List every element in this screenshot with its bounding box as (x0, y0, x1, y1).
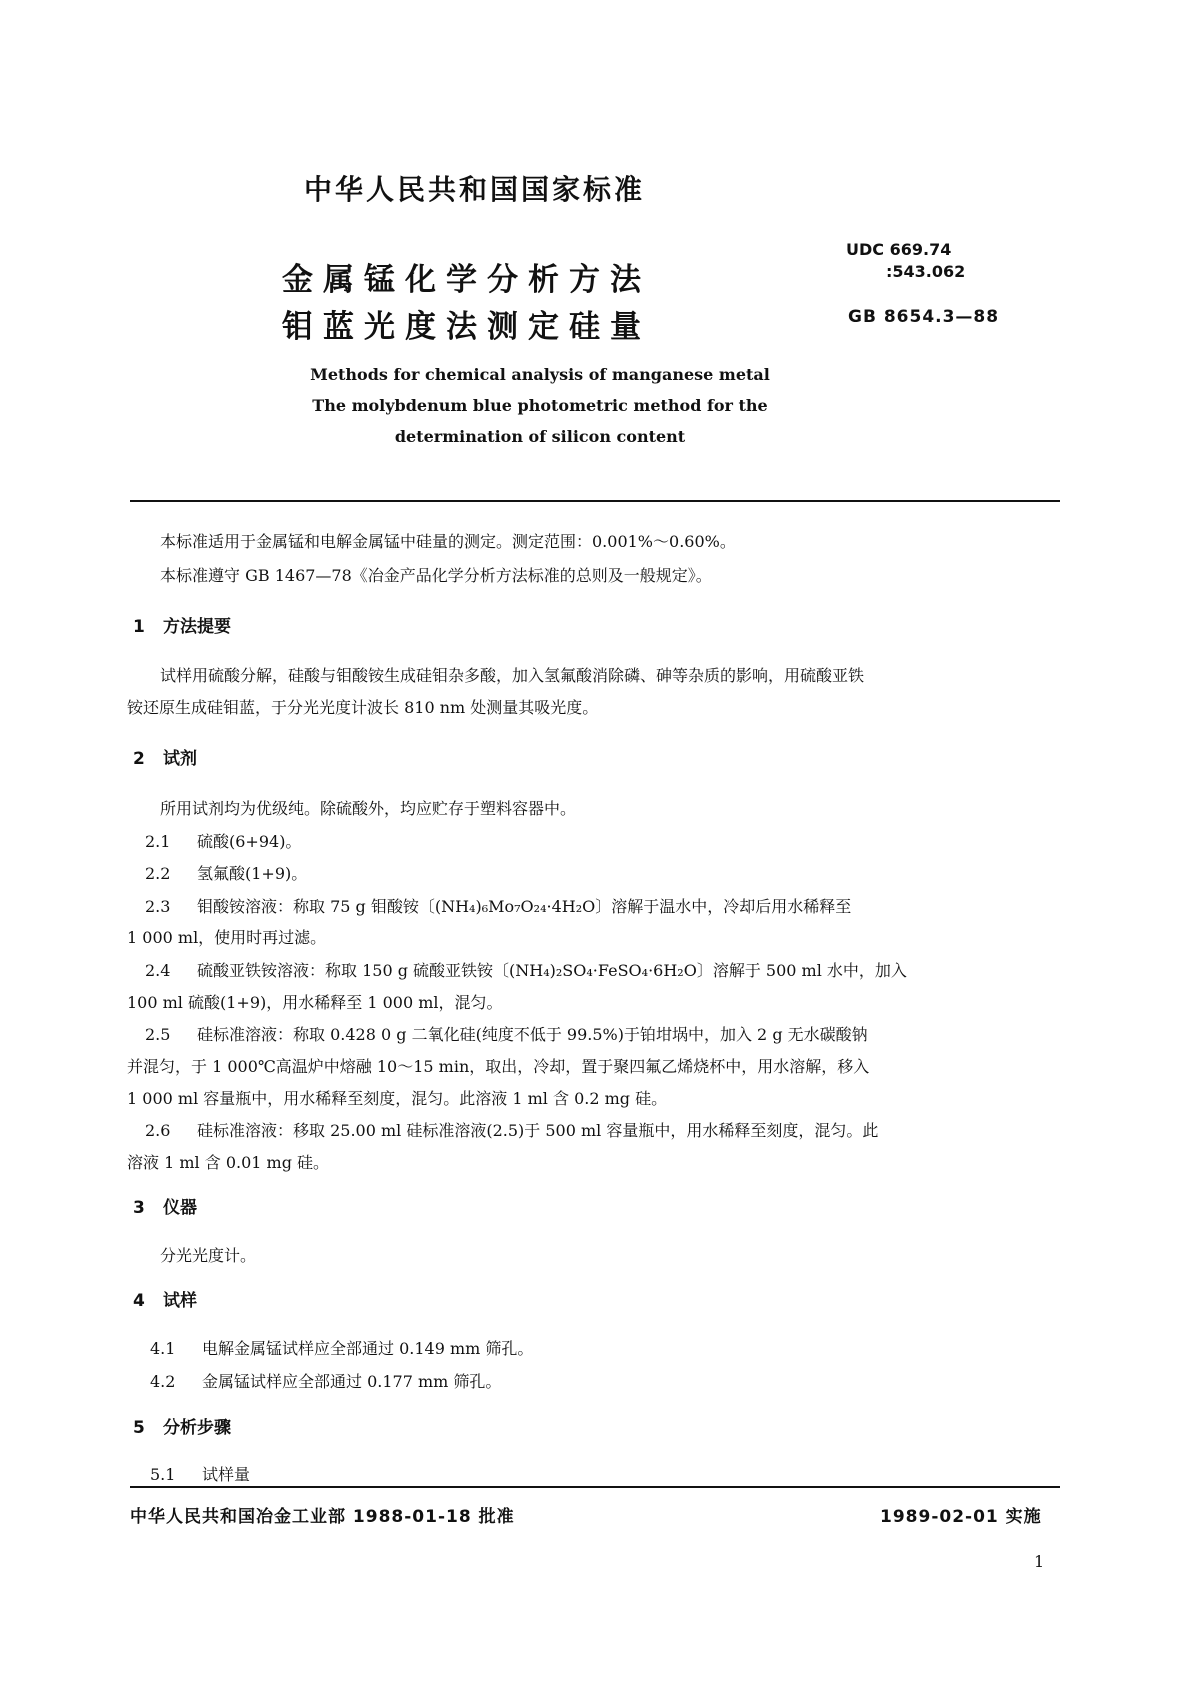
intro-compliance: 本标准遵守 GB 1467—78《冶金产品化学分析方法标准的总则及一般规定》。 (160, 566, 712, 585)
udc-line-2: :543.062 (886, 262, 966, 281)
udc-line-1: UDC 669.74 (846, 240, 952, 259)
section-3-text: 分光光度计。 (160, 1246, 257, 1265)
section-number: 2 (133, 749, 145, 769)
gb-number: GB 8654.3—88 (848, 307, 1000, 327)
item-2-5 (145, 1019, 868, 1050)
section-1-line-2: 铵还原生成硅钼蓝，于分光光度计波长 810 nm 处测量其吸光度。 (127, 698, 599, 717)
item-2-5-continued-1: 并混匀，于 1 000℃高温炉中熔融 10～15 min，取出，冷却，置于聚四氟乙烯烧杯中，用水溶解，移入 (127, 1057, 870, 1076)
item-number: 4.1 (150, 1339, 176, 1358)
item-text: 硅标准溶液：称取 0.428 0 g 二氧化硅(纯度不低于 99.5%)于铂坩埚中，加入 2 g 无水碳酸钠 (197, 1025, 868, 1044)
item-2-4 (145, 955, 907, 986)
item-2-3 (145, 891, 851, 922)
item-2-5-continued-2: 1 000 ml 容量瓶中，用水稀释至刻度，混匀。此溶液 1 ml 含 0.2 mg 硅。 (127, 1089, 668, 1108)
section-number: 4 (133, 1291, 145, 1311)
item-text: 氢氟酸(1+9)。 (197, 864, 308, 883)
item-text: 电解金属锰试样应全部通过 0.149 mm 筛孔。 (202, 1339, 534, 1358)
section-2-heading (133, 744, 197, 769)
item-number: 2.2 (145, 864, 171, 883)
section-title: 方法提要 (163, 617, 231, 637)
item-2-4-continued: 100 ml 硫酸(1+9)，用水稀释至 1 000 ml，混匀。 (127, 993, 503, 1012)
item-4-1 (150, 1333, 533, 1364)
section-3-heading (133, 1193, 197, 1218)
item-number: 4.2 (150, 1372, 176, 1391)
item-number: 2.5 (145, 1025, 171, 1044)
item-2-1 (145, 826, 301, 857)
national-standard-label: 中华人民共和国国家标准 (304, 173, 646, 206)
english-title-line-3: determination of silicon content (394, 427, 686, 446)
section-title: 分析步骤 (163, 1418, 231, 1438)
item-2-3-continued: 1 000 ml，使用时再过滤。 (127, 928, 327, 947)
item-text: 硅标准溶液：移取 25.00 ml 硅标准溶液(2.5)于 500 ml 容量瓶中，用水稀释至刻度，混匀。此 (197, 1121, 879, 1140)
item-number: 2.6 (145, 1121, 171, 1140)
item-text: 金属锰试样应全部通过 0.177 mm 筛孔。 (202, 1372, 502, 1391)
section-title: 试样 (163, 1291, 197, 1311)
implementation-date: 1989-02-01 实施 (880, 1507, 1042, 1527)
section-number: 1 (133, 617, 145, 637)
section-title: 试剂 (163, 749, 197, 769)
section-4-heading (133, 1286, 197, 1311)
item-2-6 (145, 1115, 878, 1146)
section-title: 仪器 (163, 1198, 197, 1218)
english-title-line-2: The molybdenum blue photometric method for the (312, 396, 768, 415)
english-title-line-1: Methods for chemical analysis of manganese metal (310, 365, 770, 384)
header-divider (130, 500, 1060, 502)
item-number: 5.1 (150, 1465, 176, 1484)
item-text: 试样量 (202, 1465, 251, 1484)
item-text: 硫酸亚铁铵溶液：称取 150 g 硫酸亚铁铵〔(NH₄)₂SO₄·FeSO₄·6H₂O〕溶解于 500 ml 水中，加入 (197, 961, 907, 980)
section-number: 5 (133, 1418, 145, 1438)
item-number: 2.4 (145, 961, 171, 980)
title-line-1: 金属锰化学分析方法 (282, 262, 651, 298)
section-1-line-1: 试样用硫酸分解，硅酸与钼酸铵生成硅钼杂多酸，加入氢氟酸消除磷、砷等杂质的影响，用硫酸亚铁 (160, 666, 865, 685)
section-number: 3 (133, 1198, 145, 1218)
page-number: 1 (1034, 1552, 1045, 1571)
item-2-2 (145, 858, 307, 889)
item-text: 硫酸(6+94)。 (197, 832, 302, 851)
item-number: 2.1 (145, 832, 171, 851)
section-2-intro: 所用试剂均为优级纯。除硫酸外，均应贮存于塑料容器中。 (160, 799, 577, 818)
item-number: 2.3 (145, 897, 171, 916)
section-5-heading (133, 1413, 231, 1438)
footer-divider (130, 1486, 1060, 1488)
section-1-heading (133, 612, 231, 637)
intro-scope: 本标准适用于金属锰和电解金属锰中硅量的测定。测定范围：0.001%～0.60%。 (160, 532, 736, 551)
item-text: 钼酸铵溶液：称取 75 g 钼酸铵〔(NH₄)₆Mo₇O₂₄·4H₂O〕溶解于温水中，冷却后用水稀释至 (197, 897, 852, 916)
item-4-2 (150, 1366, 501, 1397)
approval-note: 中华人民共和国冶金工业部 1988-01-18 批准 (130, 1507, 515, 1527)
item-2-6-continued: 溶液 1 ml 含 0.01 mg 硅。 (127, 1153, 330, 1172)
title-line-2: 钼蓝光度法测定硅量 (282, 309, 651, 345)
